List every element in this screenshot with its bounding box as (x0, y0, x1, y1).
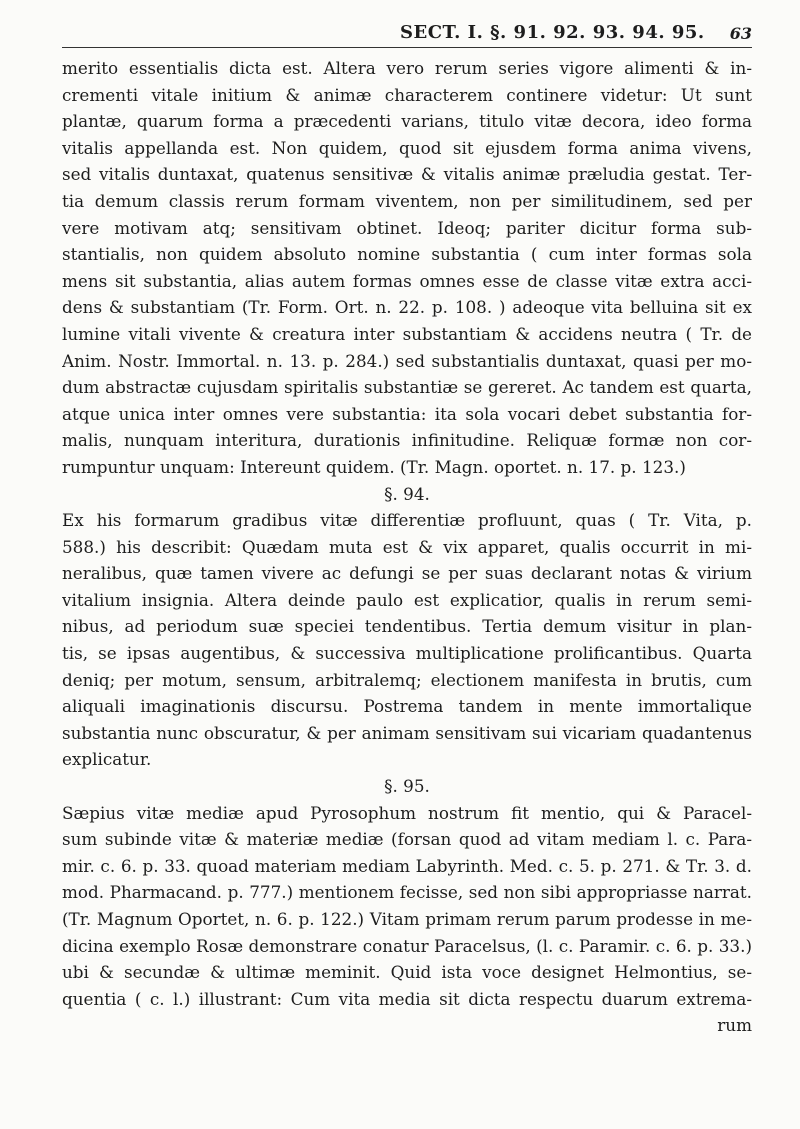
text-line: Sæpius vitæ mediæ apud Pyrosophum nostrum fit mentio, qui & Paracel- (62, 802, 752, 823)
text-line: 588.) his describit: Quædam muta est & vix apparet, qualis occurrit in mi- (62, 536, 752, 557)
text-line: lumine vitali vivente & creatura inter substantiam & accidens neutra ( Tr. de (62, 323, 752, 344)
text-line: (Tr. Magnum Oportet, n. 6. p. 122.) Vitam primam rerum parum prodesse in me- (62, 909, 752, 929)
text-line: explicatur. (62, 749, 152, 770)
section-number: §. 95. (384, 776, 430, 797)
text-line: plantæ, quarum forma a præcedenti varians, titulo vitæ decora, ideo forma (62, 111, 752, 132)
page-number: 63 (729, 24, 752, 43)
text-line: tis, se ipsas augentibus, & successiva multiplicatione prolificantibus. Quarta (62, 643, 752, 664)
text-line: dum abstractæ cujusdam spiritalis substantiæ se gereret. Ac tandem est quarta, (62, 377, 752, 398)
text-line: mir. c. 6. p. 33. quoad materiam mediam Labyrinth. Med. c. 5. p. 271. & Tr. 3. d. (62, 855, 752, 876)
text-line: vitalis appellanda est. Non quidem, quod sit ejusdem forma anima vivens, (62, 137, 752, 158)
header-rule (62, 47, 752, 48)
text-line: tia demum classis rerum formam viventem, non per similitudinem, sed per (62, 190, 752, 211)
text-line: ubi & secundæ & ultimæ meminit. Quid ista voce designet Helmontius, se- (62, 962, 752, 983)
text-line: atque unica inter omnes vere substantia: ita sola vocari debet substantia for- (62, 403, 752, 424)
text-line: mens sit substantia, alias autem formas omnes esse de classe vitæ extra acci- (62, 270, 752, 291)
text-line: vere motivam atq; sensitivam obtinet. Ideoq; pariter dicitur forma sub- (62, 217, 752, 238)
text-line: crementi vitale initium & animæ characterem continere videtur: Ut sunt (62, 84, 752, 105)
text-line: aliquali imaginationis discursu. Postrema tandem in mente immortalique (62, 696, 752, 717)
text-line: stantialis, non quidem absoluto nomine substantia ( cum inter formas sola (62, 244, 752, 265)
section-heading: SECT. I. §. 91. 92. 93. 94. 95. (400, 22, 705, 43)
catchword: rum (717, 1015, 752, 1036)
text-line: mod. Pharmacand. p. 777.) mentionem fecisse, sed non sibi appropriasse narrat. (62, 882, 752, 903)
text-line: substantia nunc obscuratur, & per animam sensitivam sui vicariam quadantenus (62, 722, 752, 743)
section-number: §. 94. (384, 483, 430, 504)
text-line: dicina exemplo Rosæ demonstrare conatur Paracelsus, (l. c. Paramir. c. 6. p. 33.) (62, 935, 752, 956)
text-line: Anim. Nostr. Immortal. n. 13. p. 284.) sed substantialis duntaxat, quasi per mo- (62, 350, 752, 371)
text-line: malis, nunquam interitura, durationis infinitudine. Reliquæ formæ non cor- (62, 430, 752, 451)
text-line: rumpuntur unquam: Intereunt quidem. (Tr. Magn. oportet. n. 17. p. 123.) (62, 456, 686, 477)
text-line: quentia ( c. l.) illustrant: Cum vita media sit dicta respectu duarum extrema- (62, 988, 752, 1009)
text-line: deniq; per motum, sensum, arbitralemq; electionem manifesta in brutis, cum (62, 669, 752, 690)
text-line: vitalium insignia. Altera deinde paulo est explicatior, qualis in rerum semi- (62, 589, 752, 610)
text-line: dens & substantiam (Tr. Form. Ort. n. 22. p. 108. ) adeoque vita belluina sit ex (62, 297, 752, 318)
text-line: sum subinde vitæ & materiæ mediæ (forsan quod ad vitam mediam l. c. Para- (62, 829, 752, 850)
body-text (62, 55, 752, 1039)
text-line: Ex his formarum gradibus vitæ differentiæ profluunt, quas ( Tr. Vita, p. (62, 510, 752, 531)
text-line: sed vitalis duntaxat, quatenus sensitivæ & vitalis animæ præludia gestat. Ter- (62, 164, 752, 185)
text-line: neralibus, quæ tamen vivere ac defungi se per suas declarant notas & virium (62, 563, 752, 584)
running-header (62, 12, 752, 52)
text-line: merito essentialis dicta est. Altera vero rerum series vigore alimenti & in- (62, 58, 752, 78)
text-line: nibus, ad periodum suæ speciei tendentibus. Tertia demum visitur in plan- (62, 616, 752, 637)
